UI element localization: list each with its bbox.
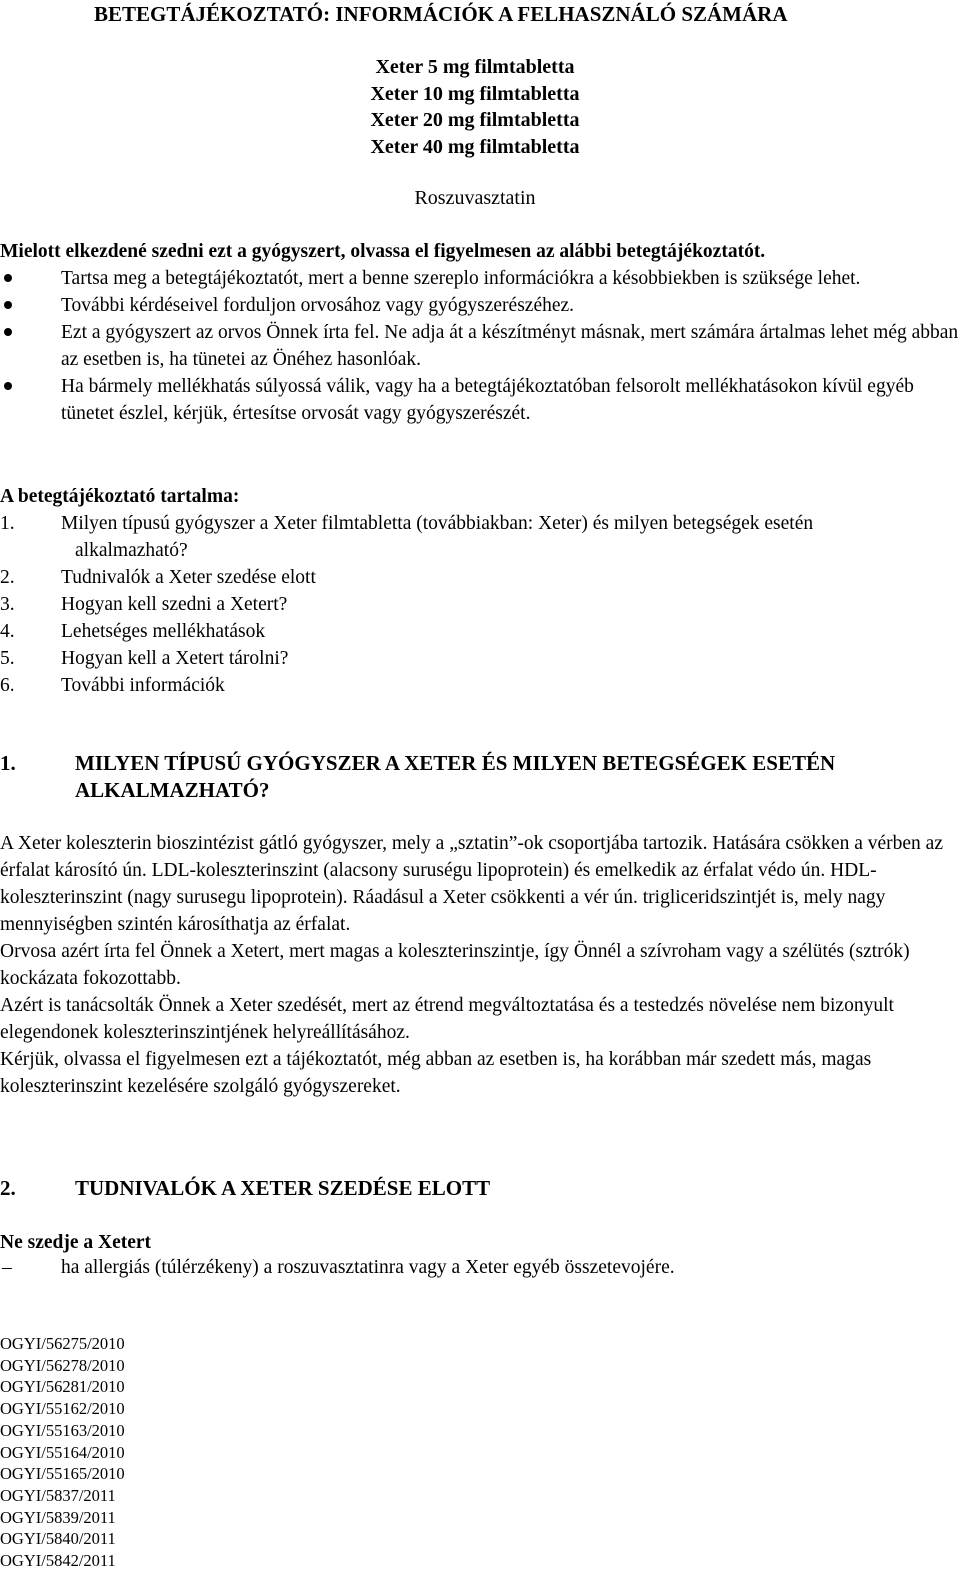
bullet-icon [4,274,12,282]
registration-codes [0,1333,125,1572]
bullet-text: További kérdéseivel forduljon orvosához vagy gyógyszerészéhez. [61,295,575,316]
toc-text: Tudnivalók a Xeter szedése elott [61,567,316,588]
product-name: Xeter 10 mg filmtabletta [370,82,580,105]
bullet-list [0,265,960,427]
paragraph: Kérjük, olvassa el figyelmesen ezt a tájékoztatót, még abban az esetben is, ha korábban már szedett más, magas koleszterinszint kezelésére szolgáló gyógyszereket. [0,1049,872,1097]
toc-number: 3. [0,594,15,615]
document-title: BETEGTÁJÉKOZTATÓ: INFORMÁCIÓK A FELHASZNÁLÓ SZÁMÁRA [94,2,788,26]
bullet-icon [4,328,12,336]
section-number: 1. [0,751,16,775]
registration-code: OGYI/5837/2011 [0,1485,116,1505]
bullet-text: Tartsa meg a betegtájékoztatót, mert a benne szereplo információkra a késobbiekben is szüksége lehet. [61,268,861,289]
toc-item [0,645,950,672]
dash-list-item [0,1254,950,1281]
toc-item [0,564,950,591]
toc-text: Hogyan kell szedni a Xetert? [61,594,288,615]
toc-text: Hogyan kell a Xetert tárolni? [61,648,289,669]
registration-code: OGYI/56281/2010 [0,1377,125,1397]
product-name: Xeter 20 mg filmtabletta [370,109,580,131]
registration-code: OGYI/55162/2010 [0,1399,125,1419]
registration-code: OGYI/5840/2011 [0,1529,116,1549]
toc-number: 6. [0,675,15,696]
bullet-icon [4,301,12,309]
bullet-item [0,319,960,373]
subsection-heading: Ne szedje a Xetert [0,1232,152,1253]
bullet-item [0,292,960,319]
toc-item [0,510,950,564]
bullet-text: Ezt a gyógyszert az orvos Önnek írta fel. Ne adja át a készítményt másnak, mert számára ártalmas lehet még abban az esetben is, ha tünetei az Önéhez hasonlóak. [61,322,959,370]
bullet-icon [4,382,12,390]
toc-text: További információk [61,675,225,696]
toc-item [0,618,950,645]
toc-number: 5. [0,648,15,669]
active-substance: Roszuvasztatin [414,187,536,209]
paragraph: A Xeter koleszterin bioszintézist gátló gyógyszer, mely a „sztatin”-ok csoportjába tartozik. Hatására csökken a vérben az érfalat károsító ún. LDL-koleszterinszint (alacsony suruségu lipoprotein) és emelkedik az érfalat védo ún. HDL-koleszterinszint (nagy surusegu lipoprotein). Ráadásul a Xeter csökkenti a vér ún. trigliceridszintjét is, mely nagy mennyiségben szintén károsíthatja az érfalat. [0,833,943,935]
registration-code: OGYI/5839/2011 [0,1507,116,1527]
section-title: TUDNIVALÓK A XETER SZEDÉSE ELOTT [75,1176,491,1200]
dash-item-text: ha allergiás (túlérzékeny) a roszuvasztatinra vagy a Xeter egyéb összetevojére. [61,1257,675,1278]
toc-title: A betegtájékoztató tartalma: [0,486,240,507]
section-2-heading [0,1175,935,1202]
registration-code: OGYI/5842/2011 [0,1551,116,1571]
section-title: MILYEN TÍPUSÚ GYÓGYSZER A XETER ÉS MILYEN BETEGSÉGEK ESETÉN ALKALMAZHATÓ? [75,751,836,802]
product-name: Xeter 40 mg filmtabletta [370,135,580,158]
paragraph: Orvosa azért írta fel Önnek a Xetert, mert magas a koleszterinszintje, így Önnél a szívroham vagy a szélütés (sztrók) kockázata fokozottabb. [0,941,910,989]
registration-code: OGYI/55163/2010 [0,1420,125,1440]
toc-number: 4. [0,621,15,642]
section-number: 2. [0,1176,16,1200]
dash-icon: – [2,1257,12,1278]
registration-code: OGYI/55164/2010 [0,1442,125,1462]
toc-text: Milyen típusú gyógyszer a Xeter filmtabletta (továbbiakban: Xeter) és milyen betegségek esetén [61,513,814,534]
paragraph: Azért is tanácsolták Önnek a Xeter szedését, mert az étrend megváltoztatása és a testedzés növelése nem bizonyult elegendonek koleszterinszintjének helyreállításához. [0,995,894,1043]
toc-number: 2. [0,567,15,588]
bullet-item [0,373,960,427]
section-1-body [0,830,950,1100]
product-names [0,54,950,160]
table-of-contents [0,510,950,699]
bullet-text: Ha bármely mellékhatás súlyossá válik, vagy ha a betegtájékoztatóban felsorolt mellékhatásokon kívül egyéb tünetet észlel, kérjük, értesítse orvosát vagy gyógyszerészét. [61,376,914,424]
product-name: Xeter 5 mg filmtabletta [375,56,575,78]
toc-text-continued: alkalmazható? [75,540,188,561]
registration-code: OGYI/56278/2010 [0,1355,125,1375]
registration-code: OGYI/56275/2010 [0,1334,125,1353]
toc-text: Lehetséges mellékhatások [61,621,266,642]
bullet-item [0,265,960,292]
section-1-heading [0,750,935,804]
toc-item [0,591,950,618]
toc-item [0,672,950,699]
registration-code: OGYI/55165/2010 [0,1464,125,1484]
intro-text: Mielott elkezdené szedni ezt a gyógyszert, olvassa el figyelmesen az alábbi betegtájékoztatót. [0,241,766,262]
toc-number: 1. [0,513,15,534]
